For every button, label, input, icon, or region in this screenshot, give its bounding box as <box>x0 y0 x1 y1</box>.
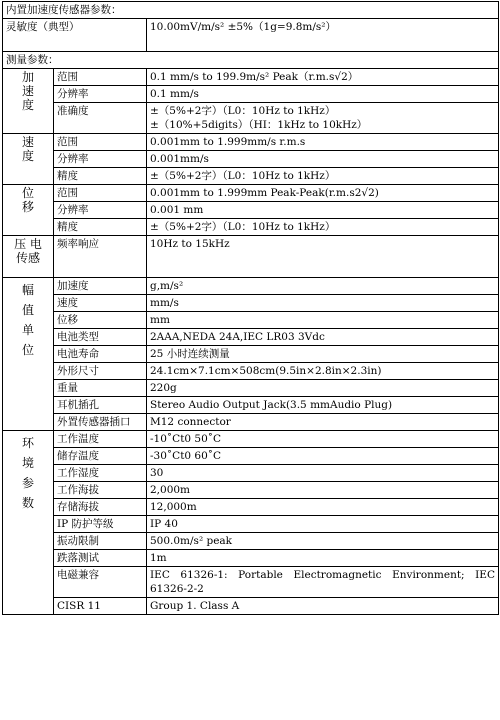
headphone-jack-label: 耳机插孔 <box>54 397 147 414</box>
section2-header-row <box>3 52 499 69</box>
group-acceleration: 加 速 度 <box>3 69 54 134</box>
disp-range-label: 范围 <box>54 185 147 202</box>
acc-accuracy-label: 准确度 <box>54 103 147 134</box>
unit-vel-row <box>3 295 499 312</box>
vel-accuracy-value: ±（5%+2字）（L0：10Hz to 1kHz） <box>147 168 499 185</box>
unit-disp-row <box>3 312 499 329</box>
ip-rating-label: IP 防护等级 <box>54 516 147 533</box>
battery-type-label: 电池类型 <box>54 329 147 346</box>
external-sensor-row <box>3 414 499 431</box>
group-amplitude-units: 幅 值 单 位 <box>3 278 54 431</box>
vibration-limit-label: 振动限制 <box>54 533 147 550</box>
unit-vel-label: 速度 <box>54 295 147 312</box>
piezo-freq-value: 10Hz to 15kHz <box>147 236 499 278</box>
acc-range-label: 范围 <box>54 69 147 86</box>
storage-temp-value: -30˚Ct0 60˚C <box>147 448 499 465</box>
acc-resolution-label: 分辨率 <box>54 86 147 103</box>
group-piezo: 压 电 传感 <box>3 236 54 278</box>
drop-test-row <box>3 550 499 567</box>
op-altitude-label: 工作海拔 <box>54 482 147 499</box>
storage-altitude-value: 12,000m <box>147 499 499 516</box>
disp-resolution-row <box>3 202 499 219</box>
ip-rating-value: IP 40 <box>147 516 499 533</box>
weight-row <box>3 380 499 397</box>
disp-accuracy-row <box>3 219 499 236</box>
unit-acc-label: 加速度 <box>54 278 147 295</box>
ip-rating-row <box>3 516 499 533</box>
disp-range-value: 0.001mm to 1.999mm Peak-Peak(r.m.s2√2) <box>147 185 499 202</box>
cisr-label: CISR 11 <box>54 598 147 615</box>
emc-row <box>3 567 499 598</box>
op-humidity-row <box>3 465 499 482</box>
battery-life-value: 25 小时连续测量 <box>147 346 499 363</box>
piezo-freq-label: 频率响应 <box>54 236 147 278</box>
vel-resolution-row <box>3 151 499 168</box>
vel-resolution-value: 0.001mm/s <box>147 151 499 168</box>
acc-accuracy-row <box>3 103 499 134</box>
section2-title: 测量参数： <box>3 52 499 69</box>
sensitivity-value: 10.00mV/m/s² ±5%（1g=9.8m/s²） <box>147 19 499 52</box>
group-environment: 环 境 参 数 <box>3 431 54 615</box>
disp-accuracy-value: ±（5%+2字）（L0：10Hz to 1kHz） <box>147 219 499 236</box>
disp-resolution-value: 0.001 mm <box>147 202 499 219</box>
sensitivity-label: 灵敏度（典型） <box>3 19 147 52</box>
disp-range-row <box>3 185 499 202</box>
op-temp-row <box>3 431 499 448</box>
op-altitude-value: 2,000m <box>147 482 499 499</box>
drop-test-value: 1m <box>147 550 499 567</box>
spec-table <box>2 1 499 615</box>
op-humidity-label: 工作湿度 <box>54 465 147 482</box>
acc-range-value: 0.1 mm/s to 199.9m/s² Peak（r.m.s√2） <box>147 69 499 86</box>
vibration-limit-value: 500.0m/s² peak <box>147 533 499 550</box>
section1-header-row <box>3 2 499 19</box>
storage-altitude-row <box>3 499 499 516</box>
cisr-row <box>3 598 499 615</box>
piezo-freq-row <box>3 236 499 278</box>
emc-value: IEC 61326-1: Portable Electromagnetic Environment; IEC 61326-2-2 <box>147 567 499 598</box>
acc-resolution-value: 0.1 mm/s <box>147 86 499 103</box>
battery-type-value: 2AAA,NEDA 24A,IEC LR03 3Vdc <box>147 329 499 346</box>
drop-test-label: 跌落测试 <box>54 550 147 567</box>
storage-altitude-label: 存储海拔 <box>54 499 147 516</box>
vibration-limit-row <box>3 533 499 550</box>
sensitivity-row <box>3 19 499 52</box>
unit-vel-value: mm/s <box>147 295 499 312</box>
disp-accuracy-label: 精度 <box>54 219 147 236</box>
acc-accuracy-value: ±（5%+2字）（L0：10Hz to 1kHz） ±（10%+5digits）（HI：1kHz to 10kHz） <box>147 103 499 134</box>
battery-life-row <box>3 346 499 363</box>
weight-value: 220g <box>147 380 499 397</box>
unit-acc-value: g,m/s² <box>147 278 499 295</box>
battery-type-row <box>3 329 499 346</box>
external-sensor-label: 外置传感器插口 <box>54 414 147 431</box>
battery-life-label: 电池寿命 <box>54 346 147 363</box>
unit-disp-value: mm <box>147 312 499 329</box>
dimensions-label: 外形尺寸 <box>54 363 147 380</box>
acc-range-row <box>3 69 499 86</box>
spec-table-body <box>3 2 499 615</box>
op-humidity-value: 30 <box>147 465 499 482</box>
vel-accuracy-row <box>3 168 499 185</box>
vel-range-row <box>3 134 499 151</box>
storage-temp-label: 储存温度 <box>54 448 147 465</box>
op-temp-label: 工作温度 <box>54 431 147 448</box>
op-temp-value: -10˚Ct0 50˚C <box>147 431 499 448</box>
group-velocity: 速 度 <box>3 134 54 185</box>
headphone-jack-row <box>3 397 499 414</box>
vel-resolution-label: 分辨率 <box>54 151 147 168</box>
vel-accuracy-label: 精度 <box>54 168 147 185</box>
external-sensor-value: M12 connector <box>147 414 499 431</box>
dimensions-row <box>3 363 499 380</box>
disp-resolution-label: 分辨率 <box>54 202 147 219</box>
weight-label: 重量 <box>54 380 147 397</box>
acc-resolution-row <box>3 86 499 103</box>
unit-disp-label: 位移 <box>54 312 147 329</box>
unit-acc-row <box>3 278 499 295</box>
group-displacement: 位 移 <box>3 185 54 236</box>
headphone-jack-value: Stereo Audio Output Jack(3.5 mmAudio Plug) <box>147 397 499 414</box>
dimensions-value: 24.1cm×7.1cm×508cm(9.5in×2.8in×2.3in) <box>147 363 499 380</box>
vel-range-label: 范围 <box>54 134 147 151</box>
emc-label: 电磁兼容 <box>54 567 147 598</box>
section1-title: 内置加速度传感器参数： <box>3 2 499 19</box>
storage-temp-row <box>3 448 499 465</box>
cisr-value: Group 1. Class A <box>147 598 499 615</box>
vel-range-value: 0.001mm to 1.999mm/s r.m.s <box>147 134 499 151</box>
op-altitude-row <box>3 482 499 499</box>
